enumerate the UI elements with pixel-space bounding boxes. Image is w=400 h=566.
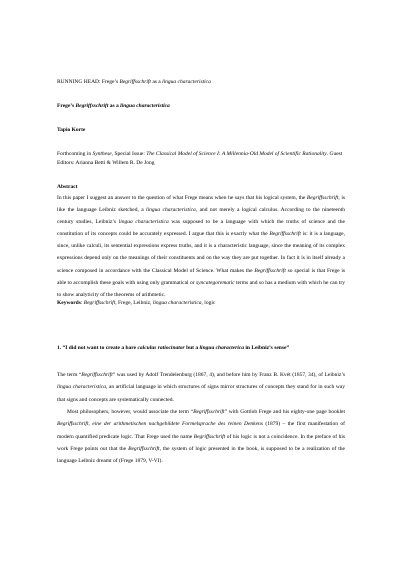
paper-title: Frege’s Begriffsschrift as a lingua characteristica <box>57 103 170 109</box>
running-head: RUNNING HEAD: Frege’s Begriffsschrift as a lingua characteristica <box>57 79 211 85</box>
keywords-line: Keywords: Begriffsschrift, Frege, Leibniz, lingua characteristica, logic <box>57 300 216 306</box>
section-1-paragraph-2: Most philosophers, however, would associate the term “Begriffsschrift” with Gottlob Frege and his eighty-one page booklet Begriffsschrift, eine der arithmetischen nachgebildete Formelsprache des reinen Denkens (1879) – the first manifestation of modern quantified predicate logic. That Frege used the name Begriffsschrift of his logic is not a coincidence. In the preface of his work Frege points out that the Begriffsschrift, the system of logic presented in the book, is supposed to be a realization of the language Leibniz dreamt of (Frege 1879, V-VI). <box>57 409 345 465</box>
abstract-heading: Abstract <box>57 184 78 190</box>
section-1-heading: 1. “I did not want to create a bare calculus ratiocinator but a lingua characterica in Leibniz’s sense” <box>57 345 290 351</box>
section-1-paragraph-1: The term “Begriffsschrift” was used by Adolf Trendelenburg (1867, 4), and before him by Franz B. Kvét (1857, 34), of Leibniz’s lingua characteristica, an artificial language in which structures of signs mirror structures of concepts they stand for in such way that signs and concepts are systematically connected. <box>57 372 345 403</box>
author-name: Tapio Korte <box>57 127 86 133</box>
abstract-body: In this paper I suggest an answer to the question of what Frege means when he says that his logical system, the Begriffsschrift, is like the language Leibniz sketched, a lingua characteristica, and not merely a logical calculus. According to the nineteenth century studies, Leibniz’s lingua characteristica was supposed to be a language with which the truths of science and the constitution of its concepts could be accurately expressed. I argue that this is exactly what the Begriffsschrift is: it is a language, since, unlike calculi, its sentential expressions express truths, and it is a characteristic language, since the meaning of its complex expressions depend only on the meanings of their constituents and on the way they are put together. In fact it is in itself already a science composed in accordance with the Classical Model of Science. What makes the Begriffsschrift so special is that Frege is able to accomplish these goals with using only grammatical or syncategorematic terms and so has a medium with which he can try to show analyticity of the theorems of arithmetic. <box>57 195 346 298</box>
forthcoming-note: Forthcoming in Synthese, Special Issue: The Classical Model of Science I: A Millennia-Old Model of Scientific Rationality. Guest Editors: Arianna Betti & Willem R. De Jong <box>57 151 343 166</box>
